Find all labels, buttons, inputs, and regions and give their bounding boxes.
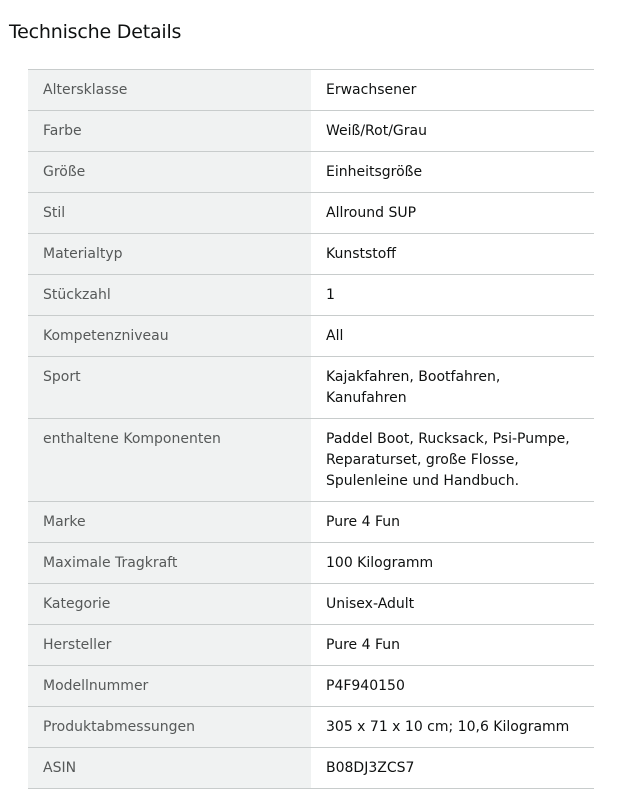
row-label: Modellnummer (28, 666, 311, 707)
row-value: Pure 4 Fun (311, 502, 594, 543)
row-label: Produktabmessungen (28, 707, 311, 748)
row-label: ASIN (28, 748, 311, 789)
table-row (28, 70, 594, 111)
table-row (28, 111, 594, 152)
table-row (28, 152, 594, 193)
row-value: Paddel Boot, Rucksack, Psi-Pumpe, Reparaturset, große Flosse, Spulenleine und Handbuch. (311, 419, 594, 502)
row-value: P4F940150 (311, 666, 594, 707)
row-value: Allround SUP (311, 193, 594, 234)
row-label: Stil (28, 193, 311, 234)
row-value: Einheitsgröße (311, 152, 594, 193)
row-label: Stückzahl (28, 275, 311, 316)
table-row (28, 275, 594, 316)
row-value: 305 x 71 x 10 cm; 10,6 Kilogramm (311, 707, 594, 748)
row-label: Kategorie (28, 584, 311, 625)
row-value: All (311, 316, 594, 357)
technical-details-table (28, 69, 594, 789)
row-label: enthaltene Komponenten (28, 419, 311, 502)
row-value: Unisex-Adult (311, 584, 594, 625)
row-value: Kunststoff (311, 234, 594, 275)
table-row (28, 316, 594, 357)
row-label: Maximale Tragkraft (28, 543, 311, 584)
row-label: Sport (28, 357, 311, 419)
table-row (28, 502, 594, 543)
section-title: Technische Details (9, 21, 182, 43)
row-label: Hersteller (28, 625, 311, 666)
row-value: 1 (311, 275, 594, 316)
row-value: B08DJ3ZCS7 (311, 748, 594, 789)
table-row (28, 193, 594, 234)
row-value: 100 Kilogramm (311, 543, 594, 584)
row-label: Farbe (28, 111, 311, 152)
table-row (28, 584, 594, 625)
row-label: Altersklasse (28, 70, 311, 111)
row-label: Kompetenzniveau (28, 316, 311, 357)
row-value: Weiß/Rot/Grau (311, 111, 594, 152)
row-value: Erwachsener (311, 70, 594, 111)
row-label: Materialtyp (28, 234, 311, 275)
row-label: Marke (28, 502, 311, 543)
table-row (28, 748, 594, 789)
row-value: Pure 4 Fun (311, 625, 594, 666)
row-label: Größe (28, 152, 311, 193)
table-row (28, 419, 594, 502)
table-row (28, 707, 594, 748)
table-row (28, 666, 594, 707)
row-value: Kajakfahren, Bootfahren, Kanufahren (311, 357, 594, 419)
table-row (28, 543, 594, 584)
table-row (28, 234, 594, 275)
table-row (28, 357, 594, 419)
table-row (28, 625, 594, 666)
